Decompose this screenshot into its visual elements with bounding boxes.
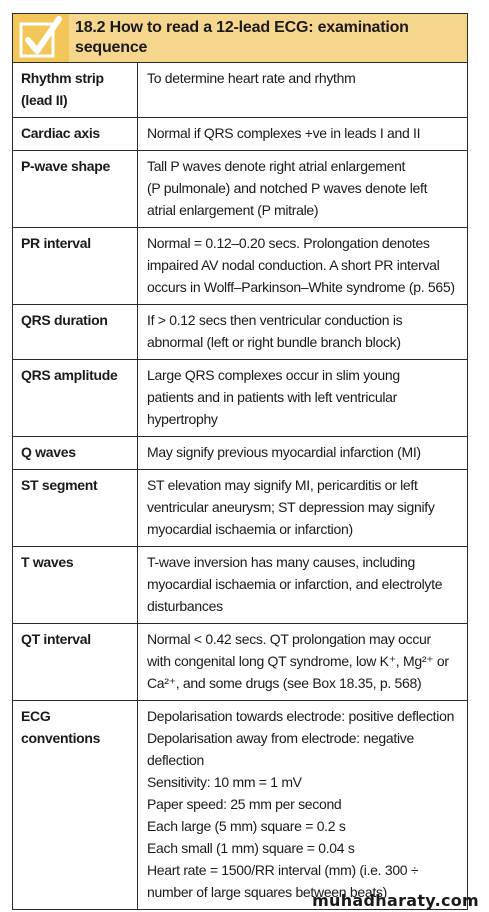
term-line: ECG (21, 708, 51, 724)
description-line: Paper speed: 25 mm per second (147, 796, 342, 812)
row-term (13, 547, 138, 624)
table-row (13, 360, 467, 437)
description-line: Each large (5 mm) square = 0.2 s (147, 818, 346, 834)
description-line: Large QRS complexes occur in slim young (147, 367, 400, 383)
watermark: muhadharaty.com (312, 891, 479, 910)
description-line: (P pulmonale) and notched P waves denote left (147, 180, 428, 196)
description-line: abnormal (left or right bundle branch block) (147, 334, 401, 350)
ecg-sequence-table (13, 63, 467, 909)
ecg-reading-box (12, 13, 468, 910)
description-line: hypertrophy (147, 411, 218, 427)
term-line: T waves (21, 554, 74, 570)
description-line: Normal < 0.42 secs. QT prolongation may occur (147, 631, 431, 647)
table-row (13, 470, 467, 547)
description-line: patients and in patients with left ventricular (147, 389, 398, 405)
checkmark-badge (13, 14, 69, 62)
row-term (13, 305, 138, 360)
row-term (13, 701, 138, 910)
table-row (13, 228, 467, 305)
description-line: deflection (147, 752, 204, 768)
table-row (13, 118, 467, 151)
description-line: number of large squares between beats) (147, 884, 387, 900)
description-line: ventricular aneurysm; ST depression may signify (147, 499, 435, 515)
description-line: occurs in Wolff–Parkinson–White syndrome (p. 565) (147, 279, 455, 295)
table-row (13, 701, 467, 910)
table-row (13, 437, 467, 470)
term-line: Rhythm strip (21, 70, 104, 86)
description-line: myocardial ischaemia or infarction) (147, 521, 353, 537)
term-line: PR interval (21, 235, 91, 251)
box-title (75, 18, 461, 58)
row-term (13, 470, 138, 547)
term-line: ST segment (21, 477, 98, 493)
description-line: atrial enlargement (P mitrale) (147, 202, 319, 218)
description-line: impaired AV nodal conduction. A short PR interval (147, 257, 440, 273)
description-line: May signify previous myocardial infarction (MI) (147, 444, 421, 460)
table-row (13, 547, 467, 624)
description-line: Heart rate = 1500/RR interval (mm) (i.e. 300 ÷ (147, 862, 419, 878)
description-line: disturbances (147, 598, 223, 614)
row-term (13, 624, 138, 701)
term-line: QT interval (21, 631, 91, 647)
row-description (138, 547, 468, 624)
row-description (138, 228, 468, 305)
box-title-line-1: How to read a 12-lead ECG: examination (109, 19, 409, 36)
table-row (13, 151, 467, 228)
row-description (138, 305, 468, 360)
term-line: Q waves (21, 444, 76, 460)
description-line: Depolarisation towards electrode: positive deflection (147, 708, 455, 724)
description-line: Tall P waves denote right atrial enlargement (147, 158, 406, 174)
row-description (138, 624, 468, 701)
checkmark-icon (19, 16, 63, 60)
row-term (13, 228, 138, 305)
term-line: (lead II) (21, 92, 68, 108)
row-term (13, 360, 138, 437)
row-term (13, 151, 138, 228)
term-line: Cardiac axis (21, 125, 100, 141)
row-term (13, 437, 138, 470)
row-description (138, 360, 468, 437)
table-row (13, 624, 467, 701)
description-line: To determine heart rate and rhythm (147, 70, 356, 86)
row-term (13, 63, 138, 118)
term-line: QRS amplitude (21, 367, 118, 383)
table-row (13, 305, 467, 360)
box-title-line-2: sequence (75, 39, 148, 56)
box-number: 18.2 (75, 19, 106, 36)
description-line: Sensitivity: 10 mm = 1 mV (147, 774, 302, 790)
row-description (138, 470, 468, 547)
row-description (138, 437, 468, 470)
term-line: conventions (21, 730, 101, 746)
box-header (13, 14, 467, 63)
description-line: T-wave inversion has many causes, including (147, 554, 416, 570)
description-line: ST elevation may signify MI, pericarditis or left (147, 477, 418, 493)
description-line: Normal if QRS complexes +ve in leads I and II (147, 125, 421, 141)
term-line: P-wave shape (21, 158, 110, 174)
row-term (13, 118, 138, 151)
description-line: If > 0.12 secs then ventricular conduction is (147, 312, 403, 328)
row-description (138, 118, 468, 151)
description-line: Depolarisation away from electrode: negative (147, 730, 414, 746)
description-line: Each small (1 mm) square = 0.04 s (147, 840, 355, 856)
description-line: Normal = 0.12–0.20 secs. Prolongation denotes (147, 235, 430, 251)
term-line: QRS duration (21, 312, 108, 328)
row-description (138, 701, 468, 910)
description-line: myocardial ischaemia or infarction, and electrolyte (147, 576, 443, 592)
row-description (138, 151, 468, 228)
description-line: Ca²⁺, and some drugs (see Box 18.35, p. 568) (147, 675, 422, 691)
description-line: with congenital long QT syndrome, low K⁺, Mg²⁺ or (147, 653, 449, 669)
row-description (138, 63, 468, 118)
table-row (13, 63, 467, 118)
